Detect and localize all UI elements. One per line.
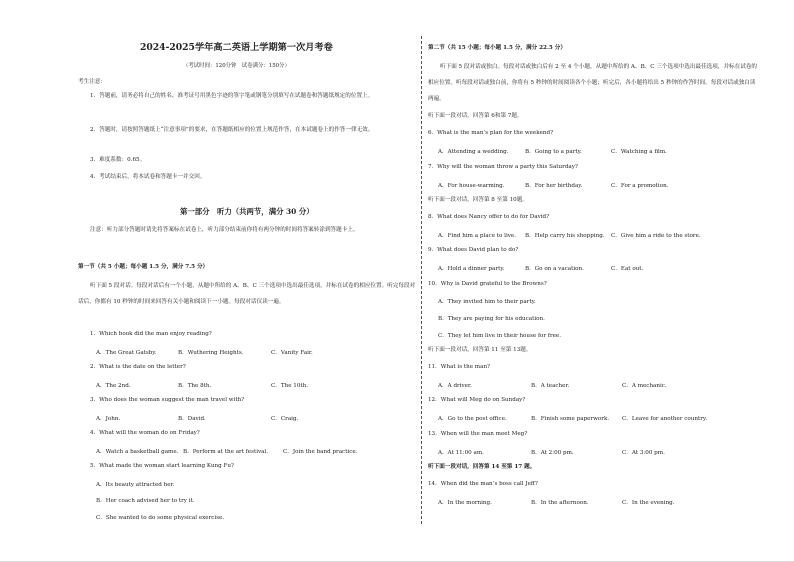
note-3: 3．难度系数：0.65。 <box>90 157 146 163</box>
group-3-lead: 听下面一段对话，回答第 11 至第 13题。 <box>428 347 532 353</box>
q10-option-c: C．They let him live in their house for free. <box>438 333 562 339</box>
q11-option-b: B．A teacher. <box>531 383 570 389</box>
q6-option-b: B．Going to a party. <box>525 149 582 155</box>
q9-option-c: C．Eat out. <box>611 266 644 272</box>
note-1: 1．答题前，请务必将自己的姓名、准考证号用黑色字迹的签字笔或钢笔分别填写在试题卷和答题纸规定的位置上。 <box>90 93 374 99</box>
q13-option-b: B．At 2:00 pm. <box>531 450 574 456</box>
q14-option-b: B．In the afternoon. <box>531 500 589 506</box>
q11-option-c: C．A mechanic. <box>622 383 667 389</box>
question-1: 1．Which book did the man enjoy reading? <box>90 331 212 337</box>
section1-title: 第一节（共 5 小题；每小题 1.5 分，满分 7.5 分） <box>78 264 209 270</box>
group-1-lead: 听下面一段对话，回答第 6和第 7题。 <box>428 113 523 119</box>
exam-subtitle: （考试时间：120分钟 试卷满分：150分） <box>183 63 290 69</box>
q5-option-a: A．Its beauty attracted her. <box>96 482 175 488</box>
note-2: 2．答题时，请按照答题纸上“注意事项”的要求，在答题纸相应的位置上规范作答，在本试题卷上的作答一律无效。 <box>90 127 374 133</box>
q10-option-b: B．They are paying for his education. <box>438 316 545 322</box>
q3-option-c: C．Craig. <box>271 416 299 422</box>
q1-option-c: C．Vanity Fair. <box>271 350 313 356</box>
q11-option-a: A．A driver. <box>438 383 472 389</box>
question-5: 5．What made the woman start learning Kung Fu? <box>90 463 235 469</box>
q7-option-c: C．For a promotion. <box>611 183 669 189</box>
part1-title: 第一部分 听力（共两节，满分 30 分） <box>180 207 314 216</box>
q2-option-a: A．The 2nd. <box>96 383 131 389</box>
q4-option-c: C．Join the band practice. <box>283 449 358 455</box>
q1-option-a: A．The Great Gatsby. <box>96 350 157 356</box>
q2-option-c: C．The 10th. <box>271 383 309 389</box>
question-13: 13．When will the man meet Meg? <box>428 431 528 437</box>
question-4: 4．What will the woman do on Friday? <box>90 430 200 436</box>
q3-option-a: A．John. <box>96 416 121 422</box>
q6-option-a: A．Attending a wedding. <box>438 149 509 155</box>
q9-option-b: B．Go on a vacation. <box>525 266 584 272</box>
q2-option-b: B．The 8th. <box>178 383 212 389</box>
q8-option-c: C．Give him a ride to the store. <box>611 233 701 239</box>
section2-intro: 听下面 5 段对话或独白。每段对话或独白后有 2 至 4 个小题，从题中所给的 A、B、C 三个选项中选出最佳选项，并标在试卷的相应位置。听每段对话或独白前，你将有 5 秒钟的时间阅读各个小题；听完后，各小题将给出 5 秒钟的作答时间。每段对话或独白读两遍。 <box>428 64 758 103</box>
question-3: 3．Who does the woman suggest the man travel with? <box>90 397 245 403</box>
question-8: 8．What does Nancy offer to do for David? <box>428 214 550 220</box>
q3-option-b: B．David. <box>178 416 206 422</box>
exam-title: 2024-2025学年高二英语上学期第一次月考卷 <box>140 42 333 53</box>
q13-option-a: A．At 11:00 am. <box>438 450 484 456</box>
column-divider <box>421 36 422 524</box>
q14-option-c: C．In the evening. <box>622 500 675 506</box>
notes-heading: 考生注意： <box>78 79 106 85</box>
q8-option-a: A．Find him a place to live. <box>438 233 516 239</box>
question-9: 9．What does David plan to do? <box>428 247 519 253</box>
q10-option-a: A．They invited him to their party. <box>438 299 536 305</box>
q1-option-b: B．Wuthering Heights. <box>178 350 244 356</box>
q7-option-a: A．For house-warming. <box>438 183 505 189</box>
q14-option-a: A．In the morning. <box>438 500 492 506</box>
q13-option-c: C．At 3:00 pm. <box>622 450 665 456</box>
question-14: 14．When did the man’s boss call Jeff? <box>428 481 538 487</box>
q4-option-b: B．Perform at the art festival. <box>183 449 269 455</box>
q5-option-c: C．She wanted to do some physical exercise. <box>96 515 225 521</box>
question-11: 11．What is the man? <box>428 364 491 370</box>
q8-option-b: B．Help carry his shopping. <box>525 233 605 239</box>
q12-option-a: A．Go to the post office. <box>438 416 507 422</box>
section1-intro: 听下面 5 段对话。每段对话后有一个小题，从题中所给的 A、B、C 三个选项中选出最佳选项，并标在试卷的相应位置。听完每段对话后，你都有 10 秒钟的时间来回答有关小题和阅读下一小题。每段对话仅读一遍。 <box>78 283 416 306</box>
q5-option-b: B．Her coach advised her to try it. <box>96 498 195 504</box>
q9-option-a: A．Hold a dinner party. <box>438 266 505 272</box>
q6-option-c: C．Watching a film. <box>611 149 667 155</box>
section2-title: 第二节（共 15 小题；每小题 1.5 分，满分 22.5 分） <box>428 45 566 51</box>
question-2: 2．What is the date on the letter? <box>90 364 186 370</box>
q12-option-c: C．Leave for another country. <box>622 416 708 422</box>
q12-option-b: B．Finish some paperwork. <box>531 416 610 422</box>
q4-option-a: A．Watch a basketball game. <box>96 449 179 455</box>
group-2-lead: 听下面一段对话，回答第 8 至第 10题。 <box>428 197 528 203</box>
question-6: 6．What is the man’s plan for the weekend? <box>428 130 554 136</box>
question-10: 10．Why is David grateful to the Browns? <box>428 281 547 287</box>
part1-intro: 注意：听力部分答题时请先将答案标在试卷上，听力部分结束前你将有两分钟的时间将答案转涂到答题卡上。 <box>90 227 359 233</box>
q7-option-b: B．For her birthday. <box>525 183 583 189</box>
question-12: 12．What will Meg do on Sunday? <box>428 397 526 403</box>
note-4: 4．考试结束后，将本试卷和答题卡一并交回。 <box>90 174 206 180</box>
group-4-lead: 听下面一段对话，回答第 14 至第 17 题。 <box>428 464 536 470</box>
question-7: 7．Why will the woman throw a party this Saturday? <box>428 164 578 170</box>
